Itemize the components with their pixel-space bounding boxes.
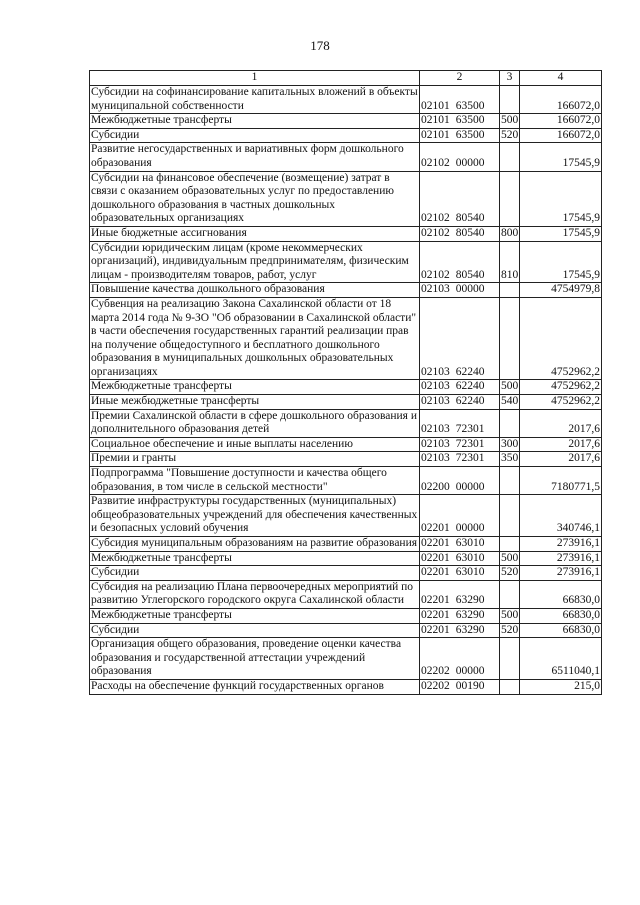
table-row [90, 437, 602, 452]
row-code [420, 171, 500, 226]
code-direction: 00000 [455, 480, 485, 493]
table-row [90, 297, 602, 380]
table-body [90, 86, 602, 695]
row-code [420, 409, 500, 437]
row-code [420, 566, 500, 581]
row-name: Субсидии [90, 566, 420, 581]
row-name: Межбюджетные трансферты [90, 551, 420, 566]
row-name: Межбюджетные трансферты [90, 380, 420, 395]
row-sum: 6511040,1 [520, 638, 602, 680]
code-program: 02200 [421, 480, 450, 493]
row-code [420, 495, 500, 537]
row-expense-type: 520 [500, 566, 520, 581]
row-sum: 17545,9 [520, 171, 602, 226]
row-name: Субсидии на финансовое обеспечение (возмещение) затрат в связи с оказанием образовательных услуг по предоставлению дошкольного образования в частных дошкольных образовательных организациях [90, 171, 420, 226]
budget-table [89, 70, 602, 695]
row-expense-type [500, 171, 520, 226]
row-expense-type: 520 [500, 623, 520, 638]
row-expense-type [500, 283, 520, 298]
row-name: Субсидии [90, 128, 420, 143]
row-expense-type [500, 638, 520, 680]
row-sum: 166072,0 [520, 86, 602, 114]
row-sum: 215,0 [520, 679, 602, 694]
row-sum: 273916,1 [520, 566, 602, 581]
row-name: Премии Сахалинской области в сфере дошкольного образования и дополнительного образования детей [90, 409, 420, 437]
row-code [420, 467, 500, 495]
code-direction: 63500 [455, 99, 485, 112]
table-row [90, 551, 602, 566]
row-expense-type [500, 580, 520, 608]
row-sum: 4752962,2 [520, 297, 602, 380]
row-expense-type [500, 537, 520, 552]
code-program: 02103 [421, 365, 450, 378]
code-program: 02201 [421, 623, 450, 636]
row-code [420, 143, 500, 171]
code-program: 02103 [421, 423, 450, 436]
row-expense-type [500, 467, 520, 495]
row-name: Субсидии на софинансирование капитальных вложений в объекты муниципальной собственности [90, 86, 420, 114]
code-program: 02101 [421, 99, 450, 112]
row-name: Субвенция на реализацию Закона Сахалинской области от 18 марта 2014 года № 9-ЗО "Об образовании в Сахалинской области" в части обеспечения государственных гарантий реализации прав на получение общедоступного и бесплатного дошкольного образования в муниципальных дошкольных образовательных организациях [90, 297, 420, 380]
row-expense-type: 350 [500, 452, 520, 467]
table-row [90, 537, 602, 552]
row-expense-type: 540 [500, 395, 520, 410]
code-direction: 00000 [455, 665, 485, 678]
row-name: Субсидия муниципальным образованиям на развитие образования [90, 537, 420, 552]
row-code [420, 537, 500, 552]
table-row [90, 171, 602, 226]
row-expense-type [500, 86, 520, 114]
code-direction: 00000 [455, 522, 485, 535]
row-code [420, 86, 500, 114]
row-sum: 273916,1 [520, 551, 602, 566]
row-code [420, 580, 500, 608]
row-code [420, 297, 500, 380]
table-row [90, 495, 602, 537]
code-direction: 62240 [455, 380, 485, 393]
row-code [420, 623, 500, 638]
row-sum: 4754979,8 [520, 283, 602, 298]
table-row [90, 679, 602, 694]
row-expense-type [500, 409, 520, 437]
code-program: 02102 [421, 156, 450, 169]
row-sum: 166072,0 [520, 114, 602, 129]
table-row [90, 143, 602, 171]
row-sum: 7180771,5 [520, 467, 602, 495]
code-program: 02201 [421, 608, 450, 621]
row-sum: 17545,9 [520, 226, 602, 241]
row-code [420, 452, 500, 467]
row-name: Субсидии юридическим лицам (кроме некоммерческих организаций), индивидуальным предпринимателям, физическим лицам - производителям товаров, работ, услуг [90, 241, 420, 283]
table-row [90, 409, 602, 437]
row-name: Социальное обеспечение и иные выплаты населению [90, 437, 420, 452]
code-program: 02103 [421, 452, 450, 465]
row-code [420, 551, 500, 566]
code-direction: 62240 [455, 395, 485, 408]
code-program: 02201 [421, 522, 450, 535]
code-direction: 63290 [455, 608, 485, 621]
row-expense-type: 500 [500, 380, 520, 395]
code-program: 02202 [421, 679, 450, 692]
row-name: Межбюджетные трансферты [90, 608, 420, 623]
row-code [420, 128, 500, 143]
row-sum: 66830,0 [520, 623, 602, 638]
code-program: 02201 [421, 566, 450, 579]
code-program: 02102 [421, 226, 450, 239]
row-expense-type [500, 143, 520, 171]
table-row [90, 395, 602, 410]
code-program: 02103 [421, 437, 450, 450]
row-name: Подпрограмма "Повышение доступности и качества общего образования, в том числе в сельской местности" [90, 467, 420, 495]
header-col-2: 2 [420, 71, 500, 86]
table-row [90, 86, 602, 114]
row-name: Иные межбюджетные трансферты [90, 395, 420, 410]
code-direction: 62240 [455, 365, 485, 378]
code-direction: 72301 [455, 423, 485, 436]
code-program: 02103 [421, 283, 450, 296]
table-row [90, 114, 602, 129]
row-expense-type: 500 [500, 551, 520, 566]
row-sum: 66830,0 [520, 580, 602, 608]
row-sum: 17545,9 [520, 241, 602, 283]
row-name: Расходы на обеспечение функций государственных органов [90, 679, 420, 694]
code-program: 02101 [421, 114, 450, 127]
row-name: Субсидии [90, 623, 420, 638]
code-direction: 00000 [455, 283, 485, 296]
code-direction: 00190 [455, 679, 485, 692]
row-name: Развитие инфраструктуры государственных (муниципальных) общеобразовательных учреждений для обеспечения качественных и безопасных условий обучения [90, 495, 420, 537]
row-sum: 17545,9 [520, 143, 602, 171]
code-direction: 00000 [455, 156, 485, 169]
row-name: Премии и гранты [90, 452, 420, 467]
row-code [420, 395, 500, 410]
row-sum: 166072,0 [520, 128, 602, 143]
code-program: 02101 [421, 128, 450, 141]
code-direction: 80540 [455, 212, 485, 225]
row-expense-type: 300 [500, 437, 520, 452]
table-row [90, 380, 602, 395]
row-sum: 2017,6 [520, 437, 602, 452]
code-direction: 72301 [455, 437, 485, 450]
row-expense-type [500, 495, 520, 537]
row-sum: 273916,1 [520, 537, 602, 552]
row-code [420, 241, 500, 283]
row-expense-type [500, 297, 520, 380]
code-direction: 80540 [455, 226, 485, 239]
table-row [90, 566, 602, 581]
header-col-1: 1 [90, 71, 420, 86]
row-name: Повышение качества дошкольного образования [90, 283, 420, 298]
row-expense-type: 500 [500, 114, 520, 129]
table-row [90, 241, 602, 283]
row-code [420, 679, 500, 694]
table-row [90, 128, 602, 143]
table-row [90, 452, 602, 467]
row-code [420, 226, 500, 241]
code-program: 02201 [421, 537, 450, 549]
row-code [420, 380, 500, 395]
code-direction: 63290 [455, 594, 485, 607]
code-program: 02102 [421, 212, 450, 225]
table-row [90, 638, 602, 680]
row-name: Межбюджетные трансферты [90, 114, 420, 129]
header-col-3: 3 [500, 71, 520, 86]
code-program: 02103 [421, 395, 450, 408]
row-name: Субсидия на реализацию Плана первоочередных мероприятий по развитию Углегорского городского округа Сахалинской области [90, 580, 420, 608]
table-row [90, 623, 602, 638]
page-number: 178 [310, 38, 330, 53]
header-col-4: 4 [520, 71, 602, 86]
code-program: 02201 [421, 594, 450, 607]
row-sum: 2017,6 [520, 409, 602, 437]
row-expense-type: 800 [500, 226, 520, 241]
code-direction: 63010 [455, 537, 485, 549]
row-name: Иные бюджетные ассигнования [90, 226, 420, 241]
code-program: 02202 [421, 665, 450, 678]
code-direction: 80540 [455, 268, 485, 281]
row-code [420, 283, 500, 298]
row-expense-type: 500 [500, 608, 520, 623]
row-expense-type: 520 [500, 128, 520, 143]
code-direction: 72301 [455, 452, 485, 465]
row-code [420, 114, 500, 129]
code-program: 02103 [421, 380, 450, 393]
row-code [420, 608, 500, 623]
row-sum: 2017,6 [520, 452, 602, 467]
row-sum: 340746,1 [520, 495, 602, 537]
code-direction: 63290 [455, 623, 485, 636]
code-direction: 63010 [455, 551, 485, 564]
code-program: 02201 [421, 551, 450, 564]
row-sum: 66830,0 [520, 608, 602, 623]
table-header-row [90, 71, 602, 86]
row-name: Организация общего образования, проведение оценки качества образования и государственной аттестации учреждений образования [90, 638, 420, 680]
code-direction: 63500 [455, 114, 485, 127]
row-expense-type [500, 679, 520, 694]
row-name: Развитие негосударственных и вариативных форм дошкольного образования [90, 143, 420, 171]
code-direction: 63010 [455, 566, 485, 579]
code-program: 02102 [421, 268, 450, 281]
table-row [90, 283, 602, 298]
table-row [90, 226, 602, 241]
table-row [90, 467, 602, 495]
row-code [420, 638, 500, 680]
row-sum: 4752962,2 [520, 380, 602, 395]
row-sum: 4752962,2 [520, 395, 602, 410]
code-direction: 63500 [455, 128, 485, 141]
row-code [420, 437, 500, 452]
row-expense-type: 810 [500, 241, 520, 283]
table-row [90, 580, 602, 608]
table-row [90, 608, 602, 623]
